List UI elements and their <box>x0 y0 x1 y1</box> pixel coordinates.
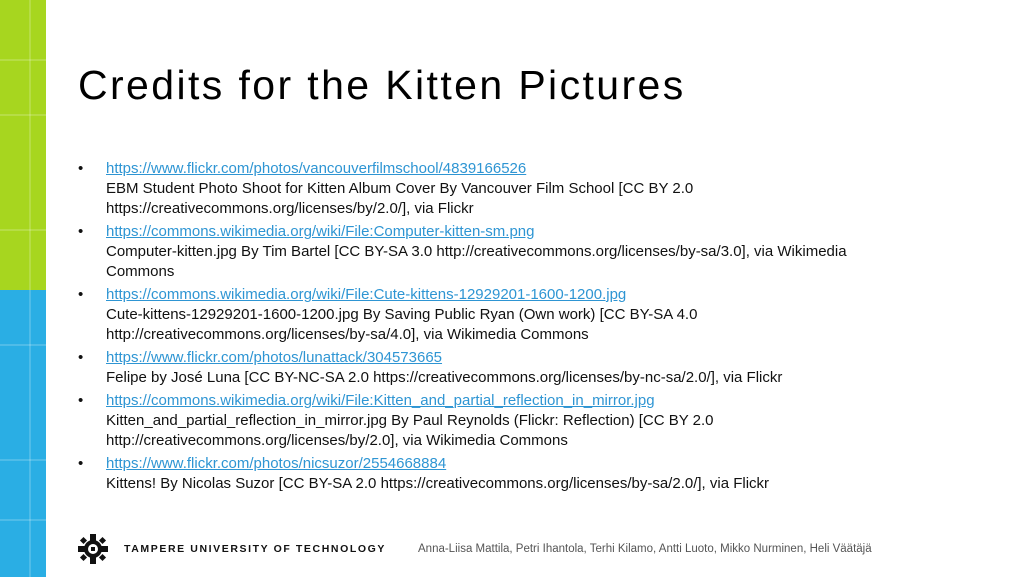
university-logo <box>74 534 386 564</box>
credit-description-cont: http://creativecommons.org/licenses/by/2.0], via Wikimedia Commons <box>106 432 568 449</box>
credit-link[interactable]: https://commons.wikimedia.org/wiki/File:Kitten_and_partial_reflection_in_mirror.jpg <box>106 392 655 409</box>
bullet: • <box>78 223 84 240</box>
list-item <box>76 159 1006 219</box>
credit-description-cont: https://creativecommons.org/licenses/by/2.0/], via Flickr <box>106 200 474 217</box>
bullet: • <box>78 455 84 472</box>
sidebar-line-pattern <box>0 0 46 577</box>
credit-description: Felipe by José Luna [CC BY-NC-SA 2.0 https://creativecommons.org/licenses/by-nc-sa/2.0/], via Flickr <box>106 369 783 386</box>
credit-description: Kittens! By Nicolas Suzor [CC BY-SA 2.0 https://creativecommons.org/licenses/by-sa/2.0/], via Flickr <box>106 475 770 492</box>
university-name: TAMPERE UNIVERSITY OF TECHNOLOGY <box>124 543 386 555</box>
credit-link[interactable]: https://www.flickr.com/photos/nicsuzor/2554668884 <box>106 455 447 472</box>
list-item <box>76 391 1006 451</box>
authors-footer: Anna-Liisa Mattila, Petri Ihantola, Terhi Kilamo, Antti Luoto, Mikko Nurminen, Heli Väätäjä <box>418 543 872 555</box>
credits-list <box>76 159 1006 497</box>
credit-link[interactable]: https://www.flickr.com/photos/lunattack/304573665 <box>106 349 443 366</box>
list-item <box>76 348 1006 388</box>
credit-link[interactable]: https://commons.wikimedia.org/wiki/File:Cute-kittens-12929201-1600-1200.jpg <box>106 286 627 303</box>
credit-description: Kitten_and_partial_reflection_in_mirror.jpg By Paul Reynolds (Flickr: Reflection) [CC BY 2.0 <box>106 412 714 429</box>
list-item <box>76 285 1006 345</box>
credit-description: Computer-kitten.jpg By Tim Bartel [CC BY-SA 3.0 http://creativecommons.org/licenses/by-sa/3.0], via Wikimedia <box>106 243 847 260</box>
list-item <box>76 222 1006 282</box>
credit-link[interactable]: https://commons.wikimedia.org/wiki/File:Computer-kitten-sm.png <box>106 223 535 240</box>
list-item <box>76 454 1006 494</box>
credit-link[interactable]: https://www.flickr.com/photos/vancouverfilmschool/4839166526 <box>106 160 527 177</box>
bullet: • <box>78 160 84 177</box>
bullet: • <box>78 349 84 366</box>
decorative-sidebar <box>0 0 46 577</box>
tut-gear-logo-icon <box>74 534 112 564</box>
credit-description-cont: http://creativecommons.org/licenses/by-sa/4.0], via Wikimedia Commons <box>106 326 589 343</box>
credit-description: EBM Student Photo Shoot for Kitten Album Cover By Vancouver Film School [CC BY 2.0 <box>106 180 694 197</box>
bullet: • <box>78 392 84 409</box>
slide-content <box>46 0 1024 577</box>
slide-title: Credits for the Kitten Pictures <box>78 62 686 108</box>
bullet: • <box>78 286 84 303</box>
credit-description: Cute-kittens-12929201-1600-1200.jpg By Saving Public Ryan (Own work) [CC BY-SA 4.0 <box>106 306 698 323</box>
credit-description-cont: Commons <box>106 263 175 280</box>
